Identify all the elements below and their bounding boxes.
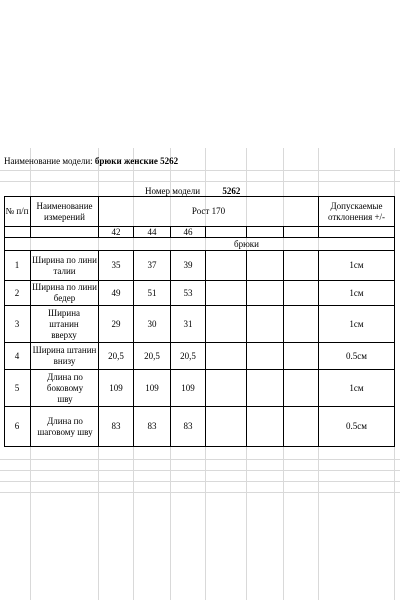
row-value-42: 83 [111, 421, 121, 431]
header-height: Рост 170 [191, 206, 226, 216]
row-value-46: 109 [181, 382, 195, 393]
row-name: Длина по боковому шву [46, 371, 84, 404]
header-num: № п/п [5, 206, 29, 216]
model-number-value: 5262 [222, 186, 241, 196]
row-value-46: 39 [183, 260, 193, 270]
row-value-46: 83 [183, 421, 193, 431]
row-value-42: 49 [111, 287, 121, 298]
row-num: 2 [14, 287, 20, 298]
row-value-44: 30 [147, 318, 157, 329]
model-name-label: Наименование модели: [4, 156, 93, 166]
row-tolerance: 0.5см [346, 421, 367, 431]
row-value-44: 83 [147, 421, 157, 431]
model-name-line [4, 156, 178, 167]
row-num: 5 [14, 382, 20, 393]
row-tolerance: 1см [349, 260, 364, 270]
row-num: 1 [14, 260, 20, 270]
header-name: Наименование измерений [36, 200, 93, 222]
row-value-44: 20,5 [144, 350, 160, 361]
row-value-44: 51 [147, 287, 157, 298]
row-value-42: 109 [109, 382, 123, 393]
row-name: Длина по шаговому шву [37, 415, 93, 437]
row-num: 3 [14, 318, 20, 329]
row-value-42: 35 [111, 260, 121, 270]
row-tolerance: 1см [349, 318, 364, 329]
row-num: 6 [14, 421, 20, 431]
row-name: Ширина штанин вверху [47, 307, 81, 340]
model-name-value: брюки женские 5262 [94, 156, 179, 166]
row-value-46: 53 [183, 287, 193, 298]
row-name: Ширина по лини талии [32, 254, 97, 276]
row-value-44: 37 [147, 260, 157, 270]
size-44: 44 [147, 226, 157, 237]
row-value-44: 109 [145, 382, 159, 393]
model-number-label: Номер модели [145, 186, 201, 196]
model-number-line [145, 186, 240, 197]
row-num: 4 [14, 350, 20, 361]
size-42: 42 [111, 226, 121, 237]
row-tolerance: 1см [349, 382, 364, 393]
row-tolerance: 1см [349, 287, 364, 298]
header-tolerance: Допускаемые отклонения +/- [327, 200, 386, 222]
row-value-46: 20,5 [180, 350, 196, 361]
row-value-42: 20,5 [108, 350, 124, 361]
section-title: брюки [234, 238, 259, 249]
row-tolerance: 0.5см [346, 350, 367, 361]
size-46: 46 [183, 226, 193, 237]
row-value-46: 31 [183, 318, 193, 329]
row-name: Ширина штанин внизу [32, 345, 97, 366]
row-value-42: 29 [111, 318, 121, 329]
row-name: Ширина по лини бедер [32, 282, 97, 303]
